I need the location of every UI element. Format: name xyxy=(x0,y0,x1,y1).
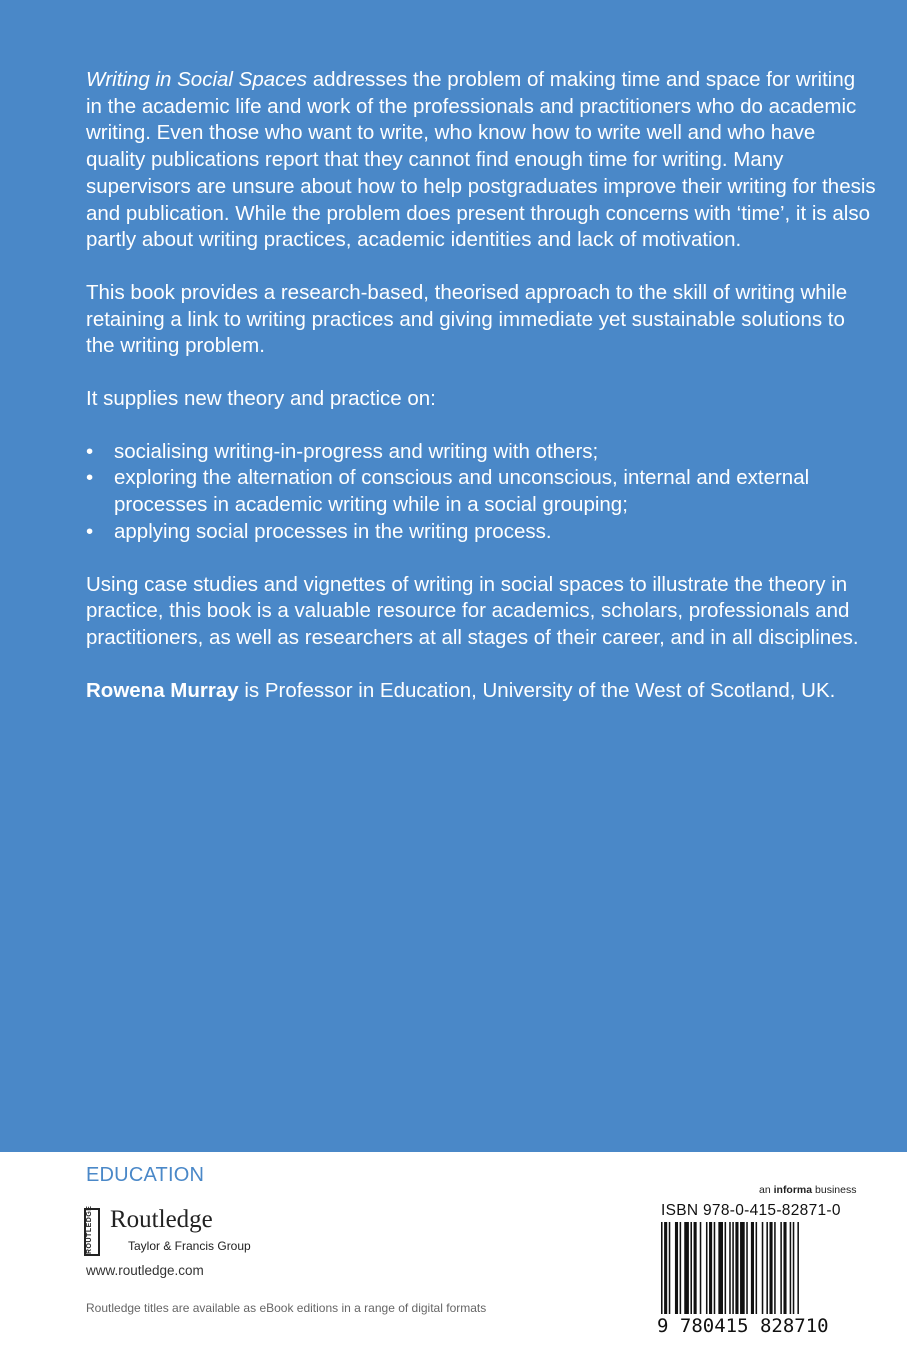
author-name: Rowena Murray xyxy=(86,678,239,702)
blurb-paragraph-4: Using case studies and vignettes of writing in social spaces to illustrate the theory in practice, this book is a valuable resource for academics, scholars, professionals and practitioners, as well as researchers at all stages of their career, and in all disciplines. xyxy=(86,572,859,649)
barcode-bar xyxy=(661,1222,663,1314)
barcode-bar xyxy=(751,1222,754,1314)
list-item: • applying social processes in the writing process. xyxy=(86,519,876,546)
author-bio: Rowena Murray is Professor in Education, University of the West of Scotland, UK. xyxy=(86,678,836,702)
routledge-mark-icon: ROUTLEDGE xyxy=(84,1208,100,1256)
barcode-bar xyxy=(675,1222,678,1314)
barcode-bar xyxy=(746,1222,748,1314)
barcode-bar xyxy=(732,1222,734,1314)
isbn: ISBN 978-0-415-82871-0 xyxy=(661,1202,841,1219)
barcode-bar xyxy=(725,1222,727,1314)
barcode-bar xyxy=(766,1222,768,1314)
barcode-icon xyxy=(657,1222,857,1320)
ebook-note: Routledge titles are available as eBook editions in a range of digital formats xyxy=(86,1301,487,1315)
barcode-bar xyxy=(718,1222,723,1314)
bullet-icon: • xyxy=(86,519,94,543)
barcode-bar xyxy=(762,1222,764,1314)
barcode-bar xyxy=(729,1222,731,1314)
barcode-bar xyxy=(783,1222,786,1314)
barcode-bar xyxy=(694,1222,697,1314)
blurb-paragraph-1: Writing in Social Spaces addresses the problem of making time and space for writing in the academic life and work of the professionals and practitioners who do academic writing. Even those who want to write, who know how to write well and who have quality publications report that they cannot find enough time for writing. Many supervisors are unsure about how to help postgraduates improve their writing for thesis and publication. While the problem does present through concerns with ‘time’, it is also partly about writing practices, academic identities and lack of motivation. xyxy=(86,68,876,252)
barcode-bar xyxy=(774,1222,776,1314)
blurb xyxy=(86,67,876,730)
barcode-bar xyxy=(669,1222,671,1314)
informa-tagline: an informa business xyxy=(759,1184,857,1196)
barcode-bar xyxy=(680,1222,682,1314)
blurb-paragraph-2: This book provides a research-based, theorised approach to the skill of writing while retaining a link to writing practices and giving immediate yet sustainable solutions to the writing problem. xyxy=(86,280,848,358)
blurb-paragraph-3: It supplies new theory and practice on: xyxy=(86,387,436,411)
barcode-bar xyxy=(790,1222,792,1314)
subject-category: EDUCATION xyxy=(86,1164,205,1186)
barcode-bar xyxy=(709,1222,712,1314)
publisher-website: www.routledge.com xyxy=(86,1263,204,1278)
barcode-bar xyxy=(797,1222,799,1314)
barcode-bar xyxy=(684,1222,689,1314)
barcode-bar xyxy=(664,1222,667,1314)
cover-footer xyxy=(0,1152,907,1360)
bullet-icon: • xyxy=(86,439,94,463)
barcode-bar xyxy=(793,1222,795,1314)
publisher-logo xyxy=(84,1204,284,1264)
barcode-bar xyxy=(690,1222,692,1314)
barcode-bar xyxy=(706,1222,708,1314)
publisher-name: Routledge xyxy=(110,1206,213,1233)
barcode-bar xyxy=(780,1222,782,1314)
book-title: Writing in Social Spaces xyxy=(86,68,308,91)
bullet-icon: • xyxy=(86,466,94,490)
barcode-bar xyxy=(700,1222,702,1314)
barcode-bar xyxy=(714,1222,716,1314)
barcode-bar xyxy=(770,1222,773,1314)
barcode-bar xyxy=(756,1222,758,1314)
barcode-digits: 9 780415 828710 xyxy=(657,1315,829,1337)
barcode-bar xyxy=(740,1222,745,1314)
list-item: • socialising writing-in-progress and writing with others; xyxy=(86,439,876,466)
list-item: • exploring the alternation of conscious and unconscious, internal and external processes in academic writing while in a social grouping; xyxy=(86,466,810,517)
bullet-list xyxy=(86,439,876,546)
barcode-bar xyxy=(735,1222,738,1314)
publisher-group: Taylor & Francis Group xyxy=(128,1239,251,1253)
